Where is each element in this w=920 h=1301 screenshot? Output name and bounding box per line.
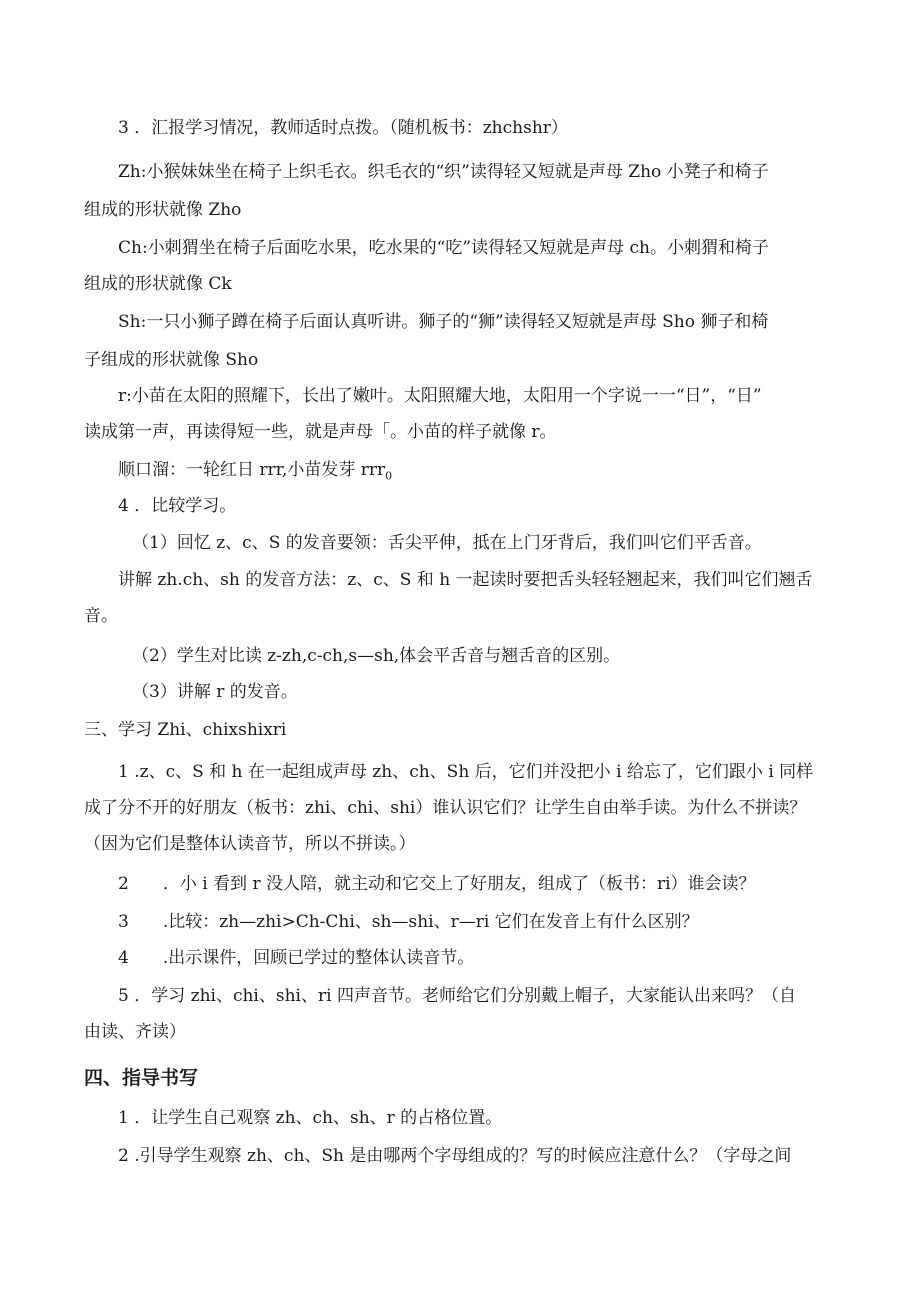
syllable-step-5: 5 ．学习 zhi、chi、shi、ri 四声音节。老师给它们分别戴上帽子，大家能认出来吗？（自 [118,986,796,1006]
compare-step-line: 4 ．比较学习。 [118,496,237,516]
sh-description-line-cont: 子组成的形状就像 Sho [84,350,259,370]
report-step-line: 3 ．汇报学习情况，教师适时点拨。（随机板书：zhchshr） [118,118,568,138]
section-four-heading: 四、指导书写 [84,1067,199,1089]
compare-item-3: （3）讲解 r 的发音。 [132,682,298,702]
writing-step-2: 2 .引导学生观察 zh、ch、Sh 是由哪两个字母组成的？写的时候应注意什么？（字母之间 [118,1146,792,1166]
zh-description-line: Zh:小猴妹妹坐在椅子上织毛衣。织毛衣的“织”读得轻又短就是声母 Zho 小凳子和椅子 [118,162,769,182]
ch-description-line-cont: 组成的形状就像 Ck [84,274,232,294]
writing-step-1: 1 ．让学生自己观察 zh、ch、sh、r 的占格位置。 [118,1108,503,1128]
rhyme-line [118,460,392,486]
syllable-step-5-cont: 由读、齐读） [84,1022,186,1042]
rhyme-text: 顺口溜：一轮红日 rrr,小苗发芽 rrr [118,460,386,480]
rhyme-subscript: 0 [385,469,393,483]
r-description-line: r:小苗在太阳的照耀下，长出了嫩叶。太阳照耀大地，太阳用一个字说一一“日”，“日” [118,386,762,406]
compare-item-2: （2）学生对比读 z-zh,c-ch,s—sh,体会平舌音与翘舌音的区别。 [132,646,621,666]
sh-description-line: Sh:一只小狮子蹲在椅子后面认真听讲。狮子的“狮”读得轻又短就是声母 Sho 狮子和椅 [118,312,769,332]
method-line-cont: 音。 [84,606,118,626]
syllable-step-1-cont: 成了分不开的好朋友（板书：zhi、chi、shi）谁认识它们？让学生自由举手读。为什么不拼读？ [84,798,807,818]
syllable-step-4: 4 .出示课件，回顾已学过的整体认读音节。 [118,948,475,968]
zh-description-line-cont: 组成的形状就像 Zho [84,200,242,220]
ch-description-line: Ch:小刺猬坐在椅子后面吃水果，吃水果的“吃”读得轻又短就是声母 ch。小刺猬和椅子 [118,238,769,258]
section-three-heading: 三、学习 Zhi、chixshixri [84,720,287,740]
compare-item-1: （1）回忆 z、c、S 的发音要领：舌尖平伸，抵在上门牙背后，我们叫它们平舌音。 [132,533,762,553]
r-description-line-cont: 读成第一声，再读得短一些，就是声母「。小苗的样子就像 r。 [84,422,557,442]
syllable-step-1: 1 .z、c、S 和 h 在一起组成声母 zh、ch、Sh 后，它们并没把小 i 给忘了，它们跟小 i 同样 [118,762,814,782]
method-line: 讲解 zh.ch、sh 的发音方法：z、c、S 和 h 一起读时要把舌头轻轻翘起来，我们叫它们翘舌 [118,570,813,590]
syllable-step-1-cont-2: （因为它们是整体认读音节，所以不拼读。） [84,834,416,854]
syllable-step-2: 2 ．小 i 看到 r 没人陪，就主动和它交上了好朋友，组成了（板书：ri）谁会读？ [118,874,756,894]
syllable-step-3: 3 .比较：zh—zhi>Ch-Chi、sh—shi、r—ri 它们在发音上有什么区别？ [118,912,699,932]
